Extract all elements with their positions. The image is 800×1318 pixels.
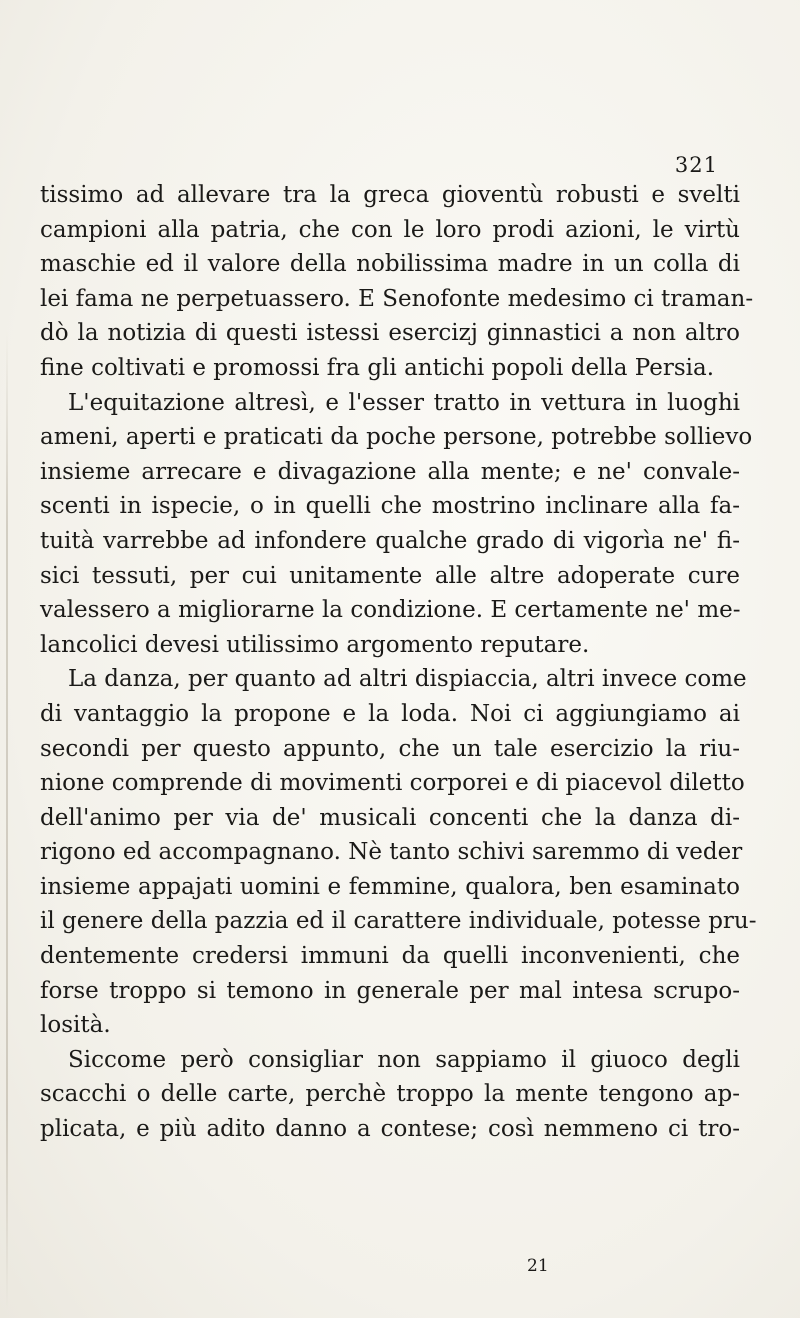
text-line: lei fama ne perpetuassero. E Senofonte medesimo ci traman- bbox=[40, 285, 754, 312]
text-line: rigono ed accompagnano. Nè tanto schivi saremmo di veder bbox=[40, 839, 743, 866]
text-line: La danza, per quanto ad altri dispiaccia, altri invece come bbox=[68, 666, 747, 693]
text-line: L'equitazione altresì, e l'esser tratto in vettura in luoghi bbox=[68, 389, 740, 416]
text-line: maschie ed il valore della nobilissima madre in un colla di bbox=[40, 251, 740, 278]
page-number: 321 bbox=[674, 153, 718, 177]
text-line: tissimo ad allevare tra la greca gioventù robusti e svelti bbox=[40, 182, 740, 208]
text-line: dò la notizia di questi istessi esercizj ginnastici a non altro bbox=[40, 320, 740, 347]
text-line: fine coltivati e promossi fra gli antichi popoli della Persia. bbox=[40, 354, 715, 381]
text-line: dell'animo per via de' musicali concenti che la danza di- bbox=[40, 804, 740, 831]
text-line: scacchi o delle carte, perchè troppo la mente tengono ap- bbox=[40, 1081, 740, 1108]
signature-mark: 21 bbox=[527, 1256, 549, 1276]
text-line: ameni, aperti e praticati da poche persone, potrebbe sollievo bbox=[40, 424, 753, 451]
text-line: plicata, e più adito danno a contese; così nemmeno ci tro- bbox=[40, 1116, 740, 1143]
text-line: sici tessuti, per cui unitamente alle altre adoperate cure bbox=[40, 562, 740, 589]
text-line: insieme appajati uomini e femmine, qualora, ben esaminato bbox=[40, 873, 740, 900]
text-line: Siccome però consigliar non sappiamo il giuoco degli bbox=[68, 1046, 740, 1073]
text-line: valessero a migliorarne la condizione. E certamente ne' me- bbox=[40, 597, 741, 624]
body-text bbox=[40, 178, 757, 1147]
text-line: campioni alla patria, che con le loro prodi azioni, le virtù bbox=[40, 216, 740, 243]
text-line: insieme arrecare e divagazione alla mente; e ne' convale- bbox=[40, 458, 740, 485]
text-line: nione comprende di movimenti corporei e di piacevol diletto bbox=[40, 770, 745, 797]
text-line: dentemente credersi immuni da quelli inconvenienti, che bbox=[40, 943, 740, 970]
binding-shadow bbox=[6, 330, 8, 1310]
text-line: losità. bbox=[40, 1012, 111, 1039]
text-line: secondi per questo appunto, che un tale esercizio la riu- bbox=[40, 735, 740, 762]
text-line: forse troppo si temono in generale per mal intesa scrupo- bbox=[40, 977, 740, 1004]
text-line: scenti in ispecie, o in quelli che mostrino inclinare alla fa- bbox=[40, 493, 740, 520]
text-line: lancolici devesi utilissimo argomento reputare. bbox=[40, 631, 590, 658]
text-line: tuità varrebbe ad infondere qualche grado di vigorìa ne' fi- bbox=[40, 527, 740, 554]
text-line: di vantaggio la propone e la loda. Noi ci aggiungiamo ai bbox=[40, 700, 740, 727]
text-line: il genere della pazzia ed il carattere individuale, potesse pru- bbox=[40, 908, 757, 935]
